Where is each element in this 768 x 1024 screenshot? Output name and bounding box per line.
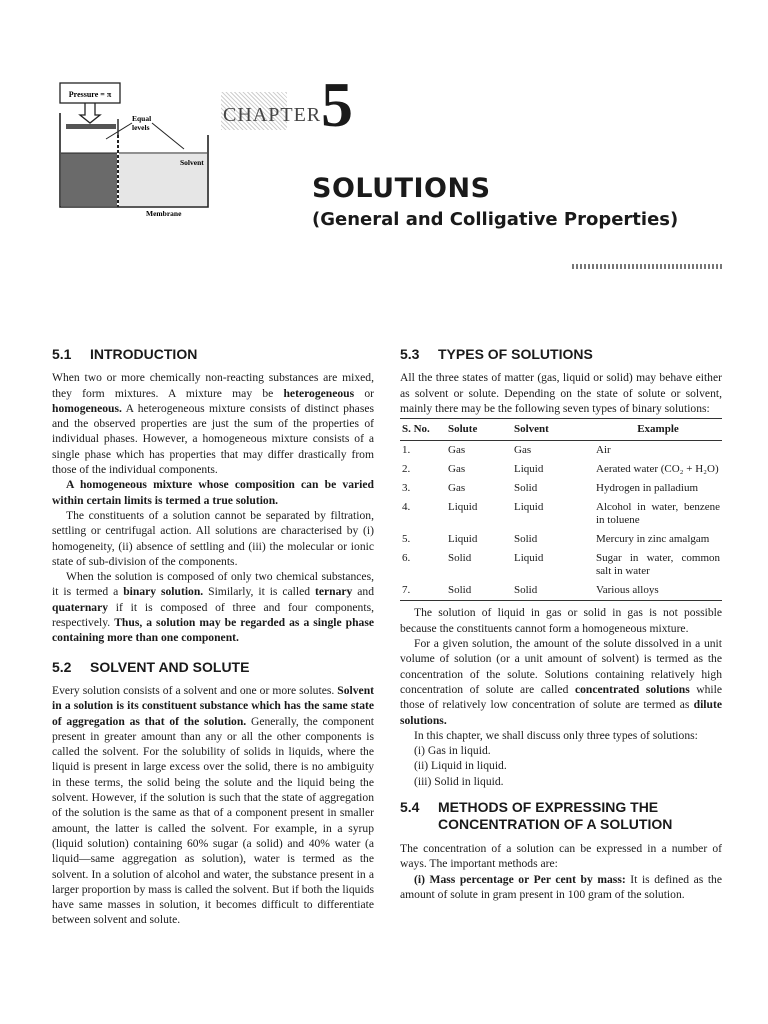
list-item: (iii) Solid in liquid. (414, 774, 504, 788)
paragraph (52, 683, 374, 928)
definition: Solvent in a solution is its constituent substance which has the same state of aggregation as that of the solution. (52, 683, 374, 728)
list-item: (i) Gas in liquid. (414, 744, 491, 758)
chapter-word: CHAPTER (223, 104, 322, 126)
chapter-title: SOLUTIONS (312, 173, 491, 204)
solution-fill (61, 153, 117, 206)
levels-label: levels (132, 123, 150, 132)
table-cell: Sugar in water, common salt in water (596, 552, 720, 578)
osmosis-figure (48, 75, 218, 225)
section-title-line: METHODS OF EXPRESSING THE (438, 799, 659, 816)
table-cell: Alcohol in water, benzene in toluene (596, 501, 720, 527)
chapter-mark (215, 70, 365, 140)
decorative-rule (572, 264, 724, 269)
section-heading-5-4 (400, 799, 722, 833)
term: quaternary (52, 600, 109, 614)
text-run: or (354, 386, 374, 400)
table-header-cell: Example (594, 419, 722, 441)
section-title: TYPES OF SOLUTIONS (438, 346, 593, 362)
text-run: Generally, the component present in greater amount than any or all the other components is called the solvent. For the solubility of solids in liquids, where the liquid is present in large excess over the solid, there is no ambiguity in these terms, the solid being the solute and the liquid being the solvent. However, if the solution is such that the state of aggregation of the solution is the same as that of a component present in smaller amount, the latter is called the solvent. For example, in a syrup (liquid solution) containing 60% sugar (a solid) and 40% water (a liquid—same aggregation as solution), water is termed as the solvent. In a solution of alcohol and water, the substance present in a larger proportion by mass is called the solvent. But if both the liquids have same masses in solution, it becomes difficult to differentiate between solvent and solute. (52, 714, 374, 927)
term: dilute solutions. (400, 698, 722, 727)
right-column (400, 347, 722, 902)
solvent-label: Solvent (180, 158, 204, 167)
table-cell: Liquid (448, 533, 478, 546)
definition: A homogeneous mixture whose composition can be varied within certain limits is termed a true solution. (52, 478, 374, 507)
term: heterogeneous (283, 386, 355, 400)
text-run: while those of relatively low concentration of solute are termed as (400, 682, 723, 712)
section-title: SOLVENT AND SOLUTE (90, 658, 250, 675)
definition-paragraph (52, 477, 374, 508)
solution-types-table (400, 418, 722, 601)
text-run: if it is composed of three and four components, respectively. (52, 600, 374, 630)
table-cell: 3. (402, 482, 411, 495)
paragraph (52, 569, 374, 645)
text-run: Similarly, it is called (203, 585, 315, 599)
table-cell: Aerated water (CO₂ + H₂O) (596, 463, 719, 476)
table-cell: Gas (448, 482, 466, 495)
table-cell: Liquid (514, 552, 544, 565)
definition: Thus, a solution may be regarded as a single phase containing more than one component. (52, 616, 374, 645)
table-row (400, 549, 722, 581)
text-run: When two or more chemically non-reacting substances are mixed, they form mixtures. A mixture may be (52, 371, 374, 400)
table-cell: Gas (514, 444, 532, 457)
paragraph: All the three states of matter (gas, liquid or solid) may behave either as solvent or solute. Depending on the state of solute or solvent, mainly there may be the following seven types of binary solutions: (400, 371, 722, 415)
table-cell: Liquid (514, 501, 544, 514)
paragraph: The solution of liquid in gas or solid in gas is not possible because the constituents cannot form a homogeneous mixture. (400, 606, 722, 635)
table-header-cell: Solute (446, 419, 512, 441)
table-row (400, 479, 722, 498)
text-run: When the solution is composed of only two chemical substances, it is termed a (52, 570, 374, 599)
table-row (400, 460, 722, 479)
table-cell: Solid (512, 581, 594, 601)
text-run: Every solution consists of a solvent and one or more solutes. (52, 683, 338, 697)
table-row (400, 530, 722, 549)
equal-label: Equal (132, 114, 152, 123)
table-header-cell: S. No. (400, 419, 446, 441)
pressure-arrow-icon (80, 103, 100, 123)
table-cell: Solid (448, 552, 472, 565)
paragraph (52, 370, 374, 477)
text-run: It is defined as the amount of solute in gram present in 100 gram of the solution. (400, 872, 722, 901)
table-cell: Gas (448, 444, 466, 457)
table-cell: 2. (402, 463, 411, 476)
section-number: 5.1 (52, 346, 72, 362)
table-cell: 6. (402, 552, 411, 565)
term: ternary (314, 585, 353, 599)
table-header-row (400, 419, 722, 441)
table-cell: 5. (402, 533, 411, 546)
solution-types-list (400, 743, 722, 789)
table-cell: Mercury in zinc amalgam (596, 533, 710, 546)
paragraph (400, 872, 722, 903)
pressure-label: Pressure = π (68, 90, 112, 99)
paragraph: The constituents of a solution cannot be separated by filtration, settling or centrifugal action. All solutions are characterised by (i) homogeneity, (ii) absence of settling and (iii) the molecular or ionic state of sub-division of the components. (52, 508, 374, 568)
text-run: For a given solution, the amount of the solute dissolved in a unit volume of solution (or a unit amount of solvent) is termed as the concentration of the solute. Solutions containing relatively high concentration of solute are called (400, 637, 722, 696)
membrane-label: Membrane (146, 209, 182, 218)
section-title: INTRODUCTION (90, 346, 198, 362)
text-run: and (352, 585, 374, 599)
table-row (400, 581, 722, 601)
table-cell: Air (596, 444, 611, 457)
paragraph: The concentration of a solution can be expressed in a number of ways. The important methods are: (400, 842, 722, 871)
section-heading-5-3 (400, 347, 722, 362)
piston (66, 124, 116, 129)
table-cell: Solid (446, 581, 512, 601)
table-cell: 4. (402, 501, 411, 514)
section-number: 5.3 (400, 346, 420, 362)
table-cell: Solid (514, 533, 538, 546)
table-cell: Liquid (448, 501, 478, 514)
table-header-cell: Solvent (512, 419, 594, 441)
section-heading-5-2 (52, 660, 374, 675)
table-cell: 7. (400, 581, 446, 601)
table-row (400, 498, 722, 530)
chapter-number: 5 (321, 69, 353, 140)
table-cell: Gas (448, 463, 466, 476)
term: homogeneous. (52, 401, 122, 415)
table-cell: Various alloys (594, 581, 722, 601)
table-cell: Hydrogen in palladium (596, 482, 699, 495)
term: (i) Mass percentage or Per cent by mass: (414, 872, 626, 886)
left-column (52, 347, 374, 928)
table-cell: Liquid (514, 463, 544, 476)
paragraph: In this chapter, we shall discuss only three types of solutions: (414, 728, 698, 742)
list-item: (ii) Liquid in liquid. (414, 759, 507, 773)
term: concentrated solutions (574, 682, 690, 696)
section-title-line: CONCENTRATION OF A SOLUTION (438, 816, 673, 833)
section-heading-5-1 (52, 347, 374, 362)
table-cell: Solid (514, 482, 538, 495)
term: binary solution. (123, 585, 204, 599)
chapter-subtitle: (General and Colligative Properties) (312, 209, 679, 230)
section-number: 5.2 (52, 658, 72, 675)
text-run: A heterogeneous mixture consists of distinct phases and the observed properties are just the sum of the properties of individual phases. However, a homogeneous mixture consists of a single phase which has properties that may differ drastically from those of the individual components. (52, 401, 374, 477)
section-number: 5.4 (400, 799, 420, 816)
paragraph (400, 636, 722, 728)
table-row (400, 441, 722, 461)
table-cell: 1. (402, 444, 411, 457)
